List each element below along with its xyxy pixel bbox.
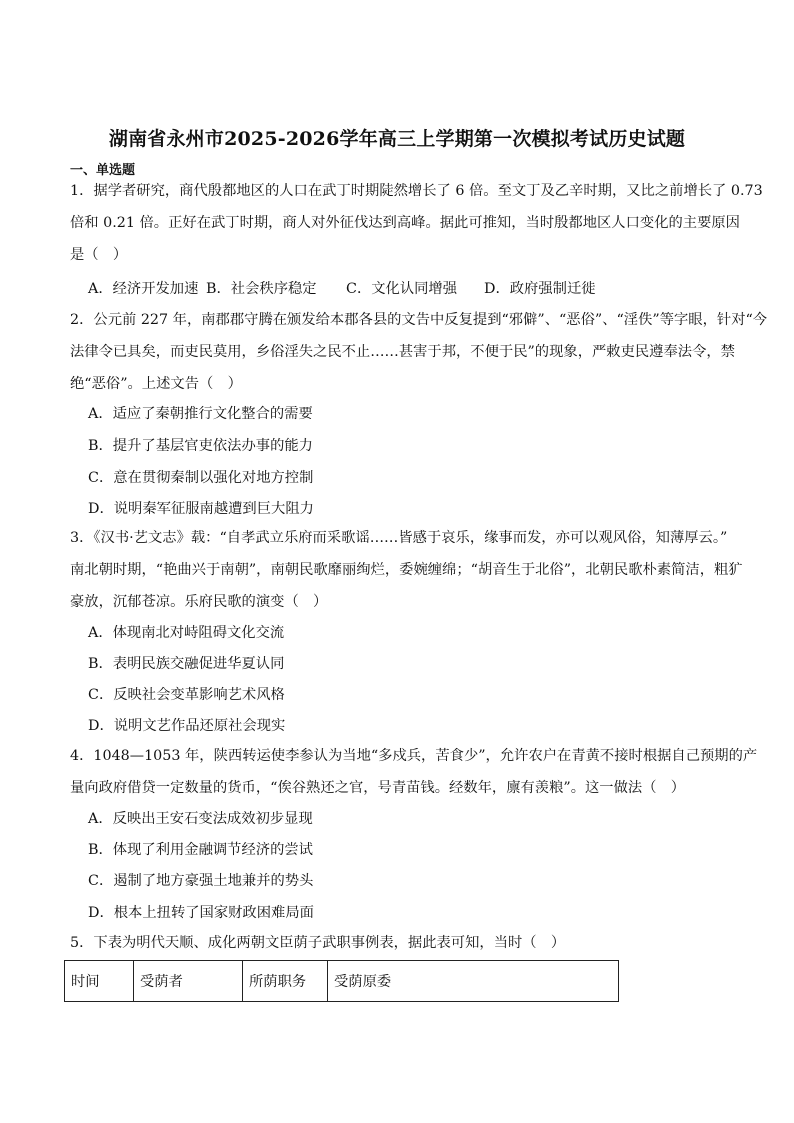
table-dejure	[64, 960, 619, 1002]
question-4-line-2: 量向政府借贷一定数量的货币，“俟谷熟还之官，号青苗钱。经数年，廪有羡粮”。这一做法（ ）	[70, 780, 686, 796]
question-3	[70, 528, 743, 618]
option-d[interactable]: D．政府强制迁徙	[484, 281, 596, 297]
question-4	[70, 746, 758, 806]
question-2-option-c[interactable]: C．意在贯彻秦制以强化对地方控制	[88, 470, 314, 486]
question-3-option-c[interactable]: C．反映社会变革影响艺术风格	[88, 687, 285, 703]
question-2-option-a[interactable]: A．适应了秦朝推行文化整合的需要	[88, 406, 313, 422]
exam-title: 湖南省永州市2025-2026学年高三上学期第一次模拟考试历史试题	[108, 128, 686, 150]
question-3-line-1: 3．《汉书·艺文志》载：“自孝武立乐府而采歌谣……皆感于哀乐，缘事而发，亦可以观风俗，知薄厚云。”	[70, 530, 728, 546]
question-1-options	[88, 279, 596, 299]
option-a[interactable]: A．经济开发加速	[88, 281, 199, 297]
question-3-option-a[interactable]: A．体现南北对峙阻碍文化交流	[88, 625, 285, 641]
section-heading: 一、单选题	[70, 163, 136, 178]
question-5-line-1: 5．下表为明代天顺、成化两朝文臣荫子武职事例表，据此表可知，当时（ ）	[70, 935, 566, 951]
option-c[interactable]: C．文化认同增强	[346, 281, 458, 297]
question-2	[70, 310, 768, 400]
question-4-option-c[interactable]: C．遏制了地方豪强土地兼并的势头	[88, 873, 314, 889]
question-3-line-2: 南北朝时期，“艳曲兴于南朝”，南朝民歌靡丽绚烂，委婉缠绵；“胡音生于北俗”，北朝民歌朴素简洁，粗犷	[70, 562, 743, 578]
question-4-option-d[interactable]: D．根本上扭转了国家财政困难局面	[88, 905, 314, 921]
question-3-option-d[interactable]: D．说明文艺作品还原社会现实	[88, 718, 286, 734]
question-4-option-b[interactable]: B．体现了利用金融调节经济的尝试	[88, 842, 313, 858]
question-3-option-b[interactable]: B．表明民族交融促进华夏认同	[88, 656, 285, 672]
question-4-option-a[interactable]: A．反映出王安石变法成效初步显现	[88, 811, 313, 827]
table-header-cell: 受荫原委	[328, 961, 619, 1002]
question-2-line-1: 2．公元前 227 年，南郡郡守腾在颁发给本郡各县的文告中反复提到“邪僻”、“恶俗”、“淫佚”等字眼，针对“今	[70, 312, 768, 328]
question-2-line-3: 绝“恶俗”。上述文告（ ）	[70, 376, 242, 392]
question-2-option-b[interactable]: B．提升了基层官吏依法办事的能力	[88, 438, 313, 454]
question-1-line-3: 是（ ）	[70, 247, 128, 263]
question-1-line-1: 1．据学者研究，商代殷都地区的人口在武丁时期陡然增长了 6 倍。至文丁及乙辛时期，又比之前增长了 0.73	[70, 183, 763, 199]
question-1-line-2: 倍和 0.21 倍。正好在武丁时期，商人对外征伐达到高峰。据此可推知，当时殷都地区人口变化的主要原因	[70, 215, 740, 231]
question-2-line-2: 法律令已具矣，而吏民莫用，乡俗淫失之民不止……甚害于邦，不便于民”的现象，严敕吏民遵奉法令，禁	[70, 344, 735, 360]
table-header-cell: 所荫职务	[243, 961, 328, 1002]
option-b[interactable]: B．社会秩序稳定	[206, 281, 317, 297]
table-header-row	[65, 961, 619, 1002]
question-2-option-d[interactable]: D．说明秦军征服南越遭到巨大阻力	[88, 501, 314, 517]
table-header-cell: 时间	[65, 961, 134, 1002]
question-3-line-3: 豪放，沉郁苍凉。乐府民歌的演变（ ）	[70, 594, 328, 610]
table-header-cell: 受荫者	[134, 961, 243, 1002]
question-5	[70, 933, 726, 955]
question-4-line-1: 4．1048—1053 年，陕西转运使李参认为当地“多戍兵，苦食少”，允许农户在青黄不接时根据自己预期的产	[70, 748, 758, 764]
